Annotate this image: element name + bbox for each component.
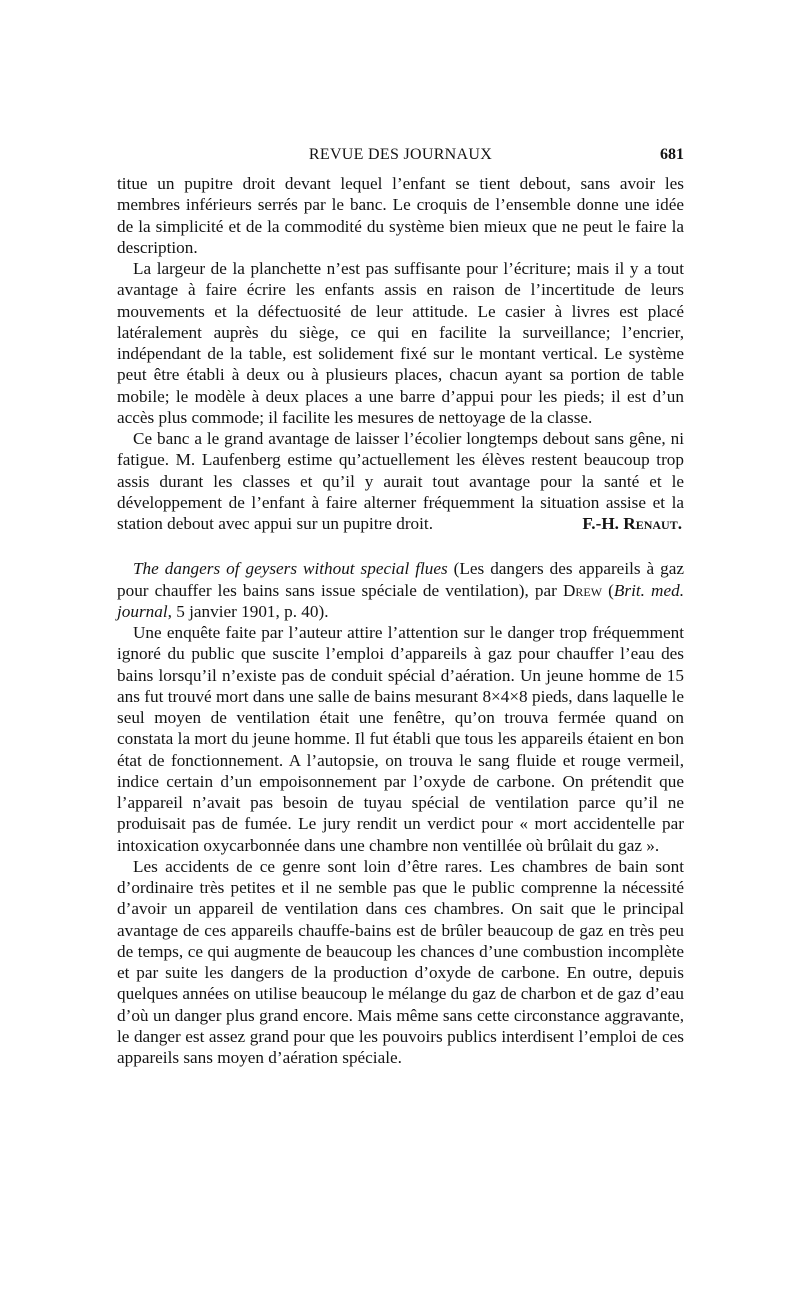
page-number: 681 bbox=[660, 146, 684, 163]
running-head bbox=[117, 146, 684, 168]
article2-author: Drew bbox=[562, 580, 603, 600]
article2-paragraph-2: Les accidents de ce genre sont loin d’être rares. Les chambres de bain sont d’ordinaire très petites et il ne semble pas que le public comprenne la nécessité d’avoir un appareil de ventilation dans ces chambres. On sait que le principal avantage de ces appareils chauffe-bains est de brûler beaucoup de gaz en très peu de temps, ce qui augmente de beaucoup les chances d’une combustion incomplète et par suite les dangers de la production d’oxyde de carbone. En outre, depuis quelques années on utilise beaucoup le mélange du gaz de charbon et de gaz d’eau d’où un danger plus grand encore. Mais même sans cette circonstance aggravante, le danger est assez grand pour que les pouvoirs publics interdisent l’emploi de ces appareils sans moyen d’aération spéciale. bbox=[117, 856, 684, 1067]
article2-title: The dangers of geysers without special flues bbox=[133, 559, 448, 579]
article1-paragraph-1: titue un pupitre droit devant lequel l’enfant se tient debout, sans avoir les membres inférieurs serrés par le banc. Le croquis de l’ensemble donne une idée de la simplicité et de la commodité du système bien mieux que ne peut le faire la description. bbox=[117, 174, 684, 257]
article2-ref-open: ( bbox=[602, 580, 614, 600]
body-text bbox=[117, 173, 684, 1068]
article1-paragraph-3: Ce banc a le grand avantage de laisser l’écolier longtemps debout sans gêne, ni fatigue. M. Laufenberg estime qu’actuellement les élèves restent beaucoup trop assis durant les classes et qu’il y aurait tout avantage pour la santé et le développement de l’enfant à faire alterner fréquemment la situation assise et la station debout avec appui sur un pupitre droit. bbox=[117, 429, 684, 533]
running-title: REVUE DES JOURNAUX bbox=[308, 146, 493, 163]
article2-heading bbox=[117, 558, 684, 622]
article2-ref-rest: , 5 janvier 1901, p. 40). bbox=[167, 601, 329, 621]
article-separator bbox=[117, 534, 684, 558]
article2-paragraph-1: Une enquête faite par l’auteur attire l’attention sur le danger trop fréquemment ignoré du public que suscite l’emploi d’appareils à gaz pour chauffer l’eau des bains lorsqu’il n’existe pas de conduit spécial d’aération. Un jeune homme de 15 ans fut trouvé mort dans une salle de bains mesurant 8×4×8 pieds, dans laquelle le seul moyen de ventilation était une fenêtre, qu’on trouva fermée quand on constata la mort du jeune homme. Il fut établi que tous les appareils étaient en bon état de fonctionnement. A l’autopsie, on trouva le sang fluide et rouge vermeil, indice certain d’un empoisonnement par l’oxyde de carbone. On prétendit que l’appareil n’avait pas besoin de tuyau spécial de ventilation parce qu’il ne produisait pas de fumée. Le jury rendit un verdict pour « mort accidentelle par intoxication oxycarbonnée dans une chambre non ventillée où brûlait du gaz ». bbox=[117, 623, 684, 855]
article2-journal: Brit. med. journal bbox=[117, 580, 684, 621]
signature: F.-H. Renaut. bbox=[582, 514, 682, 533]
article1-paragraph-2: La largeur de la planchette n’est pas suffisante pour l’écriture; mais il y a tout avantage à faire écrire les enfants assis en raison de l’incertitude de leurs mouvements et la défectuosité de leur attitude. Le casier à livres est placé latéralement auprès du siège, ce qui en facilite la surveillance; l’encrier, indépendant de la table, est solidement fixé sur le montant vertical. Le système peut être établi à deux ou à plusieurs places, chacun ayant sa portion de table mobile; le modèle à deux places a une barre d’appui pour les pieds; il est d’un accès plus commode; il facilite les mesures de nettoyage de la classe. bbox=[117, 259, 684, 427]
article2-title-rest: (Les dangers des appareils à gaz pour chauffer les bains sans issue spéciale de ventilation), par bbox=[117, 559, 684, 600]
article1-paragraph-3-wrapper bbox=[117, 428, 684, 534]
article1-closing bbox=[117, 428, 684, 534]
